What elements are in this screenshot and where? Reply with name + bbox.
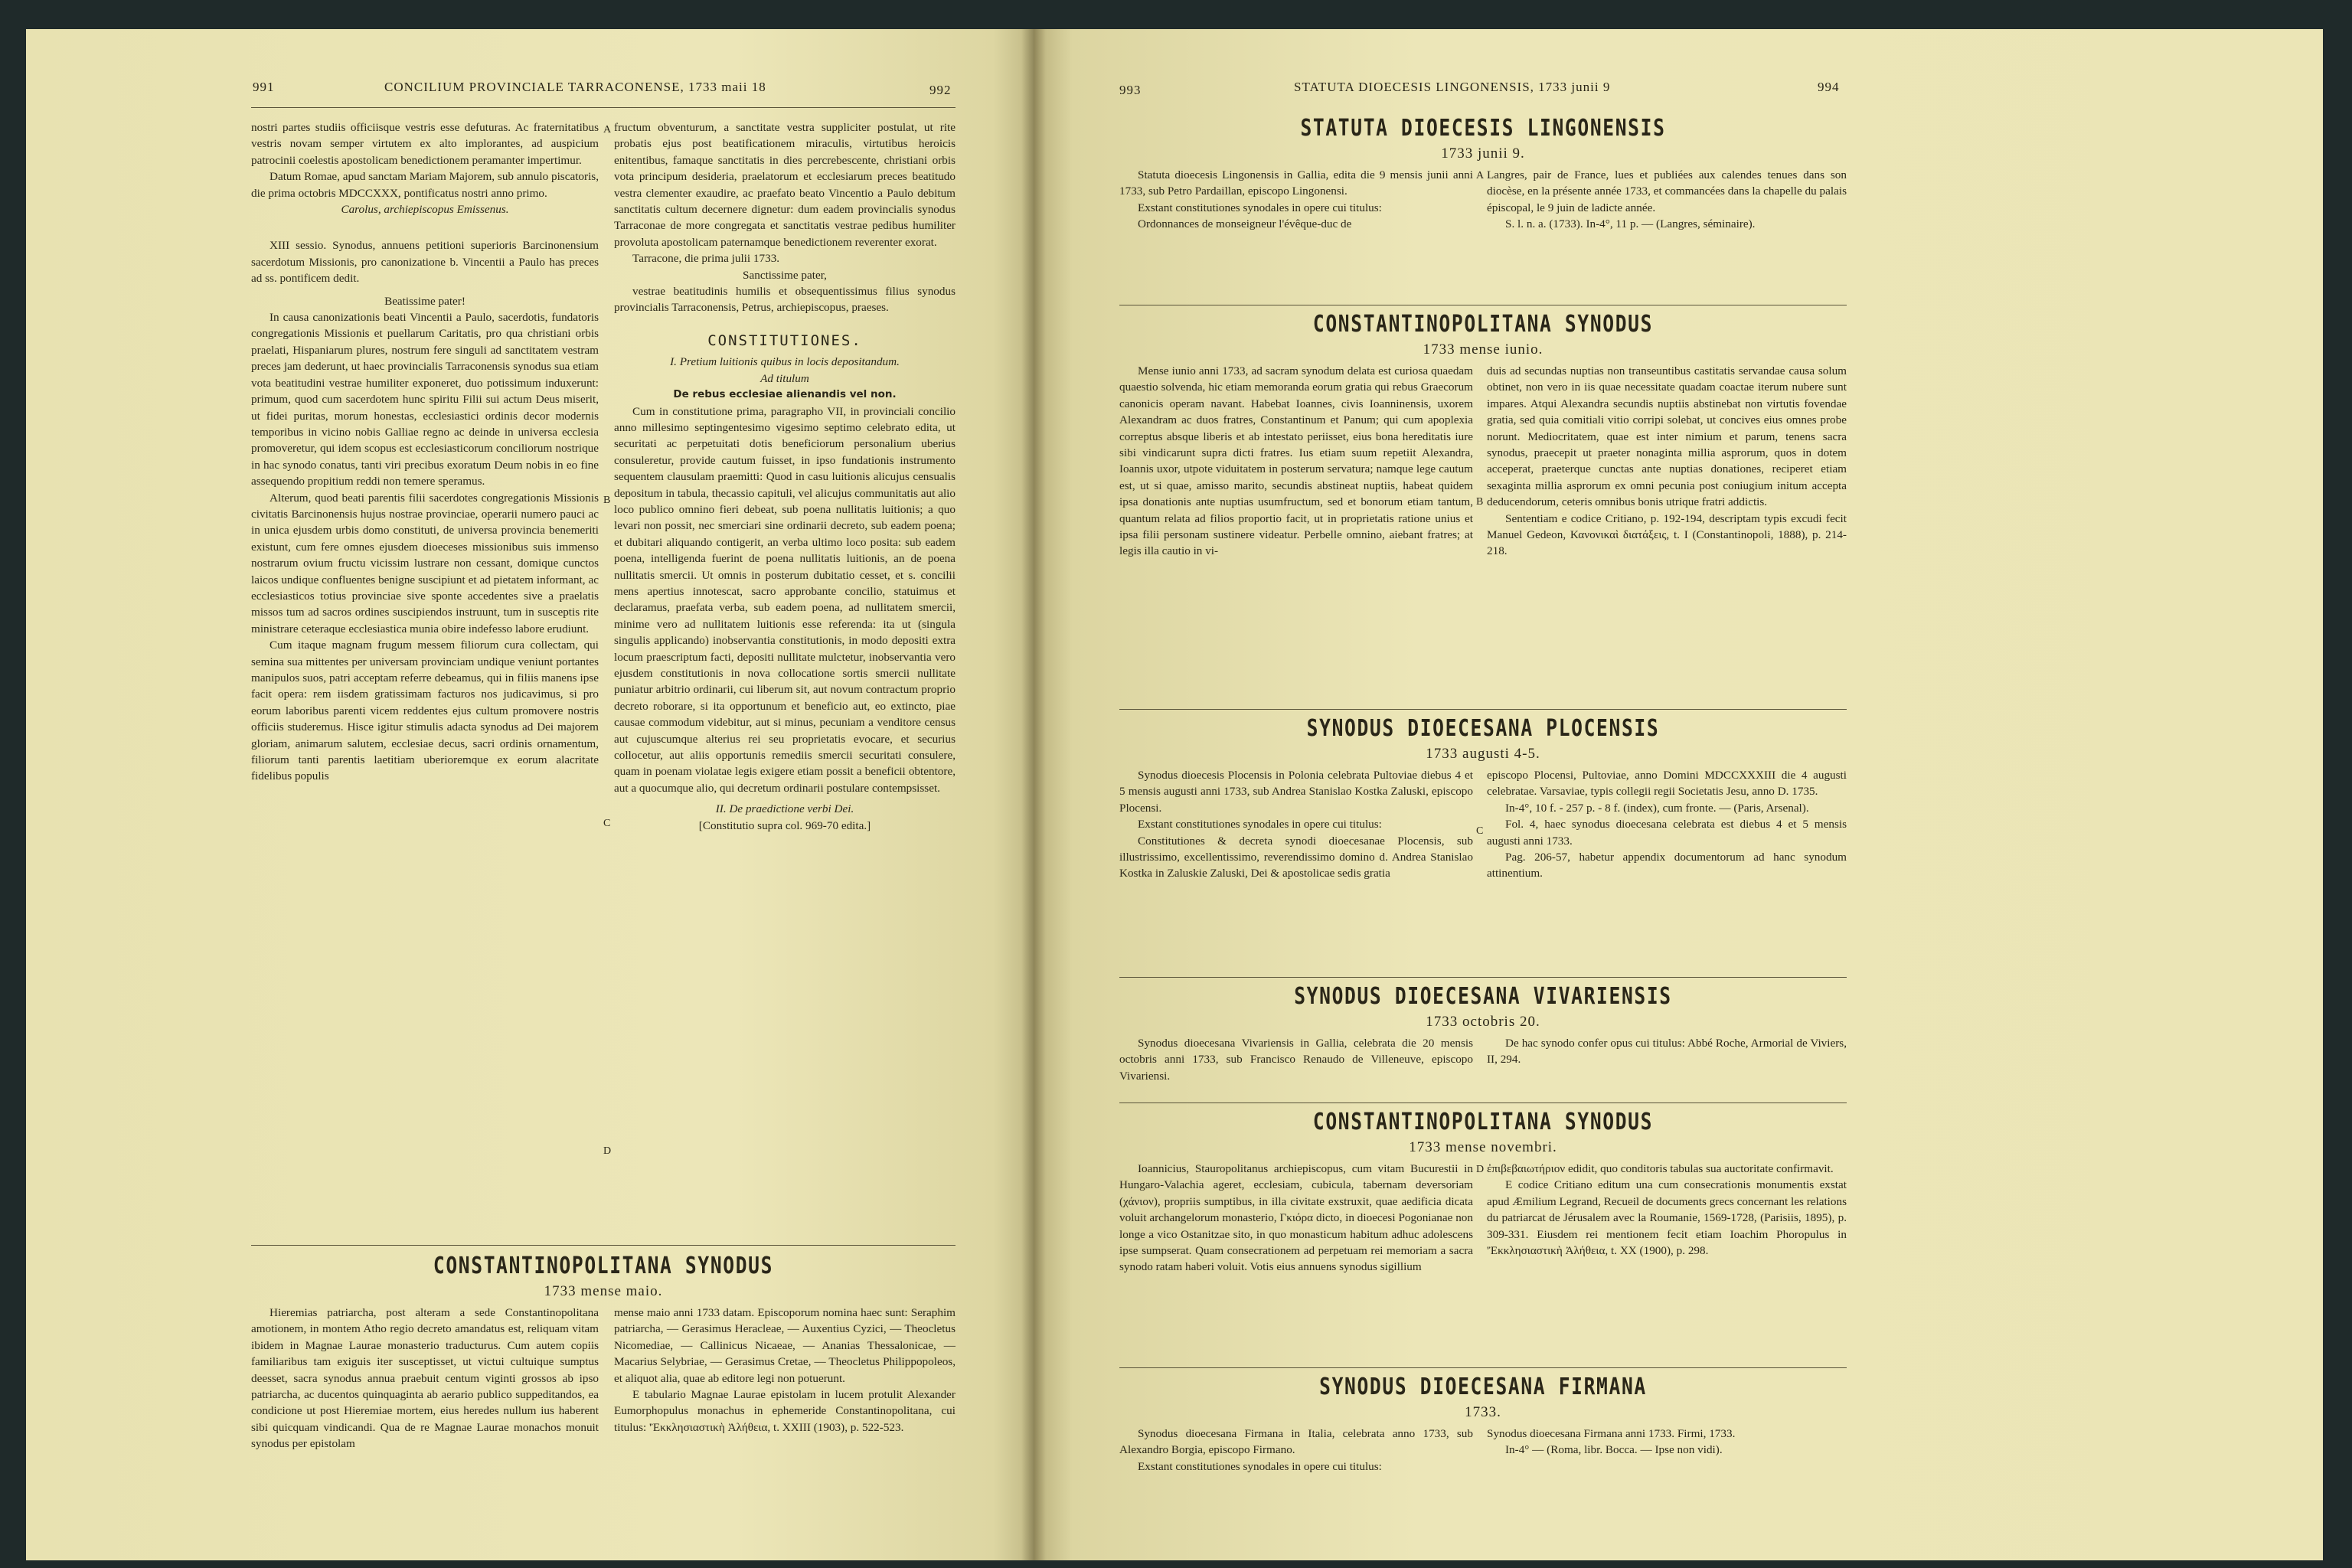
paragraph: ἐπιβεβαιωτήριον edidit, quo conditoris tabulas sua auctoritate confirmavit. <box>1487 1162 1834 1175</box>
margin-letter: A <box>603 124 612 136</box>
paragraph: Hieremias patriarcha, post alteram a sede Constantinopolitana amotionem, in montem Atho regio decreto amandatus est, reliquam vitam ibidem in Magnae Laurae monasterio traducturus. Cum autem copiis familiaribus tam exiguis iter susceptisset, ut victui cultuique sumptus deesset, sacra synodus annua praebuit centum viginti grossos ab ipso patriarcha, ac ducentos quinquaginta ab aerario publico suppeditandos, ea condicione ut post Hieremiae mortem, eius heredes nullum ius haberent sibi quicquam vindicandi. Qua de re Magnae Laurae monachos monuit synodus per epistolam <box>251 1306 599 1451</box>
paragraph: fructum obventurum, a sanctitate vestra suppliciter postulat, ut rite probatis ejus post beatificationem miraculis, virtutibus heroicis enitentibus, famaque sanctitatis in dies percrebescente, christiani orbis vota principum desideria, praelatorum et ecclesiarum preces beatitudo vestra clementer exaudire, ac praefato beato Vincentio a Paulo debitum sanctitatis cultum decernere dignetur: dum eadem provincialis synodus Tarraconae de more congregata et sanctitatis vestrae pedibus humiliter provoluta apostolicam paternamque benedictionem reverenter exorat. <box>614 121 956 249</box>
page-number: 993 <box>1119 83 1142 97</box>
margin-letter: D <box>1476 1164 1485 1175</box>
statuta-column-b <box>1487 167 1847 233</box>
section-rule <box>1119 1102 1847 1103</box>
right-page <box>1034 29 2323 1560</box>
constitution-title: I. Pretium luitionis quibus in locis depositandum. <box>670 355 900 369</box>
page-number: 991 <box>253 80 275 94</box>
paragraph: Sententiam e codice Critiano, p. 192-194, descriptam typis excudi fecit Manuel Gedeon, Κανονικαὶ διατάξεις, t. I (Constantinopoli, 1888), p. 214-218. <box>1487 511 1847 558</box>
margin-letter: C <box>603 818 611 829</box>
synod-column-a <box>1119 363 1473 560</box>
paragraph: Synodus dioecesana Firmana in Italia, celebrata anno 1733, sub Alexandro Borgia, episcopo Firmano. <box>1119 1427 1473 1457</box>
section-date: 1733. <box>1465 1404 1501 1420</box>
paragraph: Fol. 4, haec synodus dioecesana celebrata est diebus 4 et 5 mensis augusti anni 1733. <box>1487 818 1847 848</box>
paragraph: Alterum, quod beati parentis filii sacerdotes congregationis Missionis civitatis Barcinonensis hujus nostrae provinciae, operarii numero pauci ac in unica ejusdem urbis domo constituti, de universa provincia benemeriti existunt, cum fere omnes ejusdem dioeceses missionibus suis immenso nostrarum ovium fructu vicissim lustrare non cessant, domique cunctos laicos undique confluentes benigne suscipiunt et ad pietatem informant, ac ecclesiasticos totius provinciae sive sponte accedentes sive a praelatis missos tum ad sacros ordines suscipiendos instruunt, tum in susceptis rite ministrare ceteraque ecclesiastica munia obire indefesso labore erudiunt. <box>251 491 599 635</box>
paragraph: duis ad secundas nuptias non transeuntibus castitatis servandae causa solum obtinet, non vero in iis quae necessitate quadam coactae iterum nubere sunt impares. Atqui Alexandra secundis nuptiis abstinebat non virtutis fovendae gratia, sed quia comitiali vitio corripi solebat, ut concives eius omnes probe norunt. Mediocritatem, quae est inter nimium et parum, tenens sacra synodus, praecepit ut praeter nonaginta millia asprorum, quos in dotem acceperat, praeterque cunctas ante nuptias donationes, reciperet etiam sexaginta millia asprorum ex omni pecunia post coniugium initum accepta deducendorum, ceteris omnibus bonis utrique fratri addictis. <box>1487 364 1847 509</box>
book-spread <box>26 29 2323 1560</box>
synod-column-a <box>1119 1426 1473 1475</box>
paragraph: Datum Romae, apud sanctam Mariam Majorem, sub annulo piscatoris, die prima octobris MDCCXXX, pontificatus nostri anno primo. <box>251 170 599 200</box>
signature-line: Carolus, archiepiscopus Emissenus. <box>341 203 509 217</box>
paragraph: Cum itaque magnam frugum messem filiorum cura collectam, qui semina sua mittentes per universam provinciam undique veniunt portantes manipulos suos, patri acceptam referre debeamus, qui in filiis manens ipse facit opera: rem iisdem gratissimam facturos nos judicavimus, si pro eorum laboribus parenti vicem reddentes ejus cultum promovere nostris officiis studeremus. Hisce igitur stimulis adacta synodus ad Dei majorem gloriam, animarum salutem, ecclesiae decus, sacri ordinis ornamentum, filiorum tanti parentis laetitiam uberioremque ex eorum alacritate fidelibus populis <box>251 639 599 783</box>
paragraph: XIII sessio. Synodus, annuens petitioni superioris Barcinonensium sacerdotum Missionis, pro canonizatione b. Vincentii a Paulo has preces ad ss. pontificem dedit. <box>251 239 599 286</box>
left-column-b <box>614 119 956 834</box>
section-date: 1733 mense maio. <box>544 1283 663 1299</box>
section-heading: CONSTITUTIONES. <box>707 332 862 349</box>
section-title: CONSTANTINOPOLITANA SYNODUS <box>433 1253 774 1279</box>
synod-column-b <box>1487 1161 1847 1259</box>
paragraph: episcopo Plocensi, Pultoviae, anno Domini MDCCXXXIII die 4 augusti celebratae. Varsaviae, typis collegii regii Societatis Jesu, anno D. 1735. <box>1487 769 1847 799</box>
paragraph: Ordonnances de monseigneur l'évêque-duc de <box>1138 217 1352 231</box>
margin-letter: C <box>1476 825 1484 837</box>
synod-column-b <box>1487 1035 1847 1068</box>
paragraph: Exstant constitutiones synodales in opere cui titulus: <box>1138 1459 1382 1473</box>
salutation: Beatissime pater! <box>384 294 466 308</box>
section-title: SYNODUS DIOECESANA FIRMANA <box>1319 1374 1647 1400</box>
running-title: STATUTA DIOECESIS LINGONENSIS, 1733 junii 9 <box>1294 80 1611 94</box>
section-date: 1733 junii 9. <box>1441 145 1525 162</box>
paragraph: Statuta dioecesis Lingonensis in Gallia, edita die 9 mensis junii anni 1733, sub Petro Pardaillan, episcopo Lingonensi. <box>1119 168 1473 198</box>
synod-column-b <box>1487 363 1847 560</box>
constitution-title: II. De praedictione verbi Dei. <box>715 802 854 816</box>
synod-column-b <box>1487 1426 1847 1459</box>
section-rule <box>1119 709 1847 710</box>
paragraph: Exstant constitutiones synodales in opere cui titulus: <box>1138 818 1382 831</box>
paragraph: Langres, pair de France, lues et publiées aux calendes tenues dans son diocèse, en la présente année 1733, et commancées dans la chapelle du palais épiscopal, le 9 juin de ladicte année. <box>1487 168 1847 214</box>
paragraph: mense maio anni 1733 datam. Episcoporum nomina haec sunt: Seraphim patriarcha, — Gerasimus Heracleae, — Auxentius Cyzici, — Theocletus Nicomediae, — Callinicus Nicaeae, — Ananias Thessalonicae, — Macarius Selybriae, — Gerasimus Cretae, — Theocletus Philippopoleos, et aliquot alia, quae ab editore legi non potuerunt. <box>614 1306 956 1385</box>
statuta-column-a <box>1119 167 1473 233</box>
section-rule <box>1119 1367 1847 1368</box>
paragraph: Ioannicius, Stauropolitanus archiepiscopus, cum vitam Bucurestii in Hungaro-Valachia ageret, ecclesiam, cubicula, tabernam deversoriam (χάνιον), propriis sumptibus, in illa civitate exstruxit, quae aedificia dicata voluit archangelorum monasterio, Γκιόρα dicto, in dioecesi Pogonianae non longe a vico Ostanitzae sito, in quo monasticum habitum adhuc adolescens ipse sumpserat. Quam consecrationem ad perpetuam rei memoriam a sacra synodo ratam haberi voluit. Votis eius annuens synodus sigillium <box>1119 1162 1473 1274</box>
section-title: STATUTA DIOECESIS LINGONENSIS <box>1300 115 1666 142</box>
margin-letter: A <box>1476 170 1485 181</box>
paragraph: nostri partes studiis officiisque vestris esse defuturas. Ac fraternitatibus vestris novam semper virtutem ex alto implorantes, ad auspicium patrocinii coelestis apostolicam benedictionem peramanter impertimur. <box>251 121 599 167</box>
section-title: SYNODUS DIOECESANA PLOCENSIS <box>1306 715 1660 742</box>
page-number: 994 <box>1818 80 1840 94</box>
synod-column-a <box>1119 1035 1473 1084</box>
left-page <box>26 29 1034 1560</box>
section-title: SYNODUS DIOECESANA VIVARIENSIS <box>1294 983 1672 1010</box>
running-title: CONCILIUM PROVINCIALE TARRACONENSE, 1733 maii 18 <box>384 80 766 94</box>
paragraph: Exstant constitutiones synodales in opere cui titulus: <box>1138 201 1382 214</box>
paragraph: Pag. 206-57, habetur appendix documentorum ad hanc synodum attinentium. <box>1487 851 1847 880</box>
section-date: 1733 mense iunio. <box>1423 341 1544 358</box>
paragraph: Synodus dioecesana Firmana anni 1733. Firmi, 1733. <box>1487 1427 1736 1440</box>
paragraph: In-4°, 10 f. - 257 p. - 8 f. (index), cum fronte. — (Paris, Arsenal). <box>1505 801 1809 815</box>
section-date: 1733 octobris 20. <box>1426 1014 1540 1030</box>
margin-letter: D <box>603 1145 612 1157</box>
header-rule <box>251 107 956 108</box>
section-rule <box>1119 977 1847 978</box>
constitution-subtitle: Ad titulum <box>760 371 809 385</box>
paragraph: Cum in constitutione prima, paragrapho VII, in provinciali concilio anno millesimo septingentesimo vigesimo septimo celebrato edita, ut securitati ac perpetuitati dotis beneficiorum personalium uberius consuleretur, provide cautum fuisset, in ipso fundationis instrumento sequentem clausulam praemitti: Quod in casu luitionis alicujus censualis depositum in tabula, thecassio capituli, vel alicujus communitatis aut alio loco publico omnino fieri debeat, sub poena nullitatis luitionis; a quo levari non possit, nec smerciari sine ordinarii decreto, sub eadem poena; et dubitari aliquando contigerit, an verba ultimo loco posita: sub eadem poena, intelligenda fuerint de poena nullitatis luitionis, an de poena nullitatis smercii. Ut omnis in posterum dubitatio cesset, et s. concilii mens apertius innotescat, sacro approbante concilio, statuimus et declaramus, praefata verba, sub eadem poena, ad nullitatem smercii, minime vero ad nullitatem luitionis esse referenda: ita ut (singula singulis applicando) inobservantia constitutionis, in modo depositi extra locum praescriptum facti, depositi nullitate mulctetur, inobservantia vero ejusdem constitutionis in nova collocatione sortis smercii nullitate puniatur arbitrio ordinarii, cui liberum sit, aut novum contractum proprio decreto roborare, si ita opportunum et beneficio aut, eo extincto, piae causae commodum videbitur, aut si minus, pecuniam a venditore census aut cujuscumque alterius rei seu proprietatis evocare, et securius collocetur, aut aliis opportunis remediis smercii securitati consulere, quam in poenam violatae legis exigere etiam possit a beneficii obtentore, aut a quocumque alio, qui decretum ordinarii postulare contempsisset. <box>614 404 956 795</box>
margin-letter: B <box>1476 496 1484 508</box>
section-date: 1733 augusti 4-5. <box>1426 746 1540 762</box>
paragraph: Synodus dioecesana Vivariensis in Gallia, celebrata die 20 mensis octobris anni 1733, sub Francisco Renaudo de Villeneuve, episcopo Vivariensi. <box>1119 1037 1473 1083</box>
left-section-column-b <box>614 1305 956 1436</box>
left-section-column-a <box>251 1305 599 1452</box>
constitution-rubric: De rebus ecclesiae alienandis vel non. <box>673 388 897 401</box>
paragraph: De hac synodo confer opus cui titulus: Abbé Roche, Armorial de Viviers, II, 294. <box>1487 1037 1847 1067</box>
synod-column-b <box>1487 767 1847 882</box>
reference: [Constitutio supra col. 969-70 edita.] <box>698 818 871 832</box>
page-number: 992 <box>929 83 952 97</box>
paragraph: S. l. n. a. (1733). In-4°, 11 p. — (Langres, séminaire). <box>1505 217 1756 231</box>
paragraph: E tabulario Magnae Laurae epistolam in lucem protulit Alexander Eumorphopulus monachus in ephemeride Constantinopolitana, cui titulus: 'Ἐκκλησιαστικὴ Ἀλήθεια, t. XXIII (1903), p. 522-523. <box>614 1388 956 1434</box>
section-title: CONSTANTINOPOLITANA SYNODUS <box>1312 1109 1654 1135</box>
margin-letter: B <box>603 495 611 506</box>
section-title: CONSTANTINOPOLITANA SYNODUS <box>1312 311 1654 338</box>
paragraph: In-4° — (Roma, libr. Bocca. — Ipse non vidi). <box>1505 1443 1723 1457</box>
paragraph: Synodus dioecesis Plocensis in Polonia celebrata Pultoviae diebus 4 et 5 mensis augusti anni 1733, sub Andrea Stanislao Kostka Zaluski, episcopo Plocensi. <box>1119 769 1473 815</box>
section-date: 1733 mense novembri. <box>1409 1139 1557 1155</box>
left-column-a <box>251 119 599 785</box>
paragraph: In causa canonizationis beati Vincentii a Paulo, sacerdotis, fundatoris congregationis Missionis et puellarum Caritatis, pro qua christiani orbis praelati, Hispaniarum plures, nostrum fere singuli ad sanctitatem vestram preces jam dederunt, ut haec provincialis Tarraconensis synodus sua etiam vota beatitudini vestrae humiliter exponeret, duo potissimum induxerunt: primum, quod cum sacerdotem hunc spiritu Filii sui actum Deus miserit, ut fidei puritas, morum honestas, ecclesiastici ordinis decor modernis temporibus in vicino nobis Galliae regno ac deinde in universa ecclesia promoveretur, qui idem scopus est ecclesiasticorum conciliorum nostrique in hac synodo conatus, tanti viri precibus exoratum Deum nobis in eo fine assequendo propitium reddi non temere speramus. <box>251 311 599 488</box>
paragraph: E codice Critiano editum una cum consecrationis monumentis exstat apud Æmilium Legrand, Recueil de documents grecs concernant les relations du patriarcat de Jérusalem avec la Roumanie, 1569-1728, (Parisiis, 1895), p. 309-331. Eiusdem rei mentionem fecit etiam Ioachim Phoropulus in 'Ἐκκλησιαστικὴ Ἀλήθεια, t. XX (1900), p. 298. <box>1487 1178 1847 1258</box>
paragraph: Mense iunio anni 1733, ad sacram synodum delata est curiosa quaedam quaestio solvenda, hic etiam memoranda eorum gratia qui rebus Graecorum canonicis operam navant. Habebat Ioannes, civis Ioanninensis, uxorem Alexandram ac duos fratres, Constantinum et Panum; qui cum apoplexia correptus absque liberis et ab intestato periisset, eius bona hereditatis iure sibi vindicarunt supra dicti fratres. Ius etiam suum repetiit Alexandra, Ioannis uxor, utpote viduitatem in posterum servatura; namque lege cautum est, ut si quae, amisso marito, secundis abstineat nuptiis, habeat quidem ipsa donationis ante nuptias usumfructum, sed et bonorum etiam tantum, quantum relata ad filios proportio facit, ut in proprietatis ratione unius et ipsa filii personam sustinere videatur. Perbelle omnino, aiebant fratres; at legis illa cautio in vi- <box>1119 364 1473 558</box>
synod-column-a <box>1119 1161 1473 1276</box>
synod-column-a <box>1119 767 1473 882</box>
paragraph: Tarracone, die prima julii 1733. <box>632 252 780 266</box>
salutation: Sanctissime pater, <box>743 268 827 282</box>
paragraph: Constitutiones & decreta synodi dioecesanae Plocensis, sub illustrissimo, excellentissimo, reverendissimo domino d. Andrea Stanislao Kostka in Zaluskie Zaluski, Dei & apostolicae sedis gratia <box>1119 834 1473 880</box>
section-rule <box>251 1245 956 1246</box>
paragraph: vestrae beatitudinis humilis et obsequentissimus filius synodus provincialis Tarraconensis, Petrus, archiepiscopus, praeses. <box>614 285 956 315</box>
book-gutter <box>1021 29 1046 1560</box>
